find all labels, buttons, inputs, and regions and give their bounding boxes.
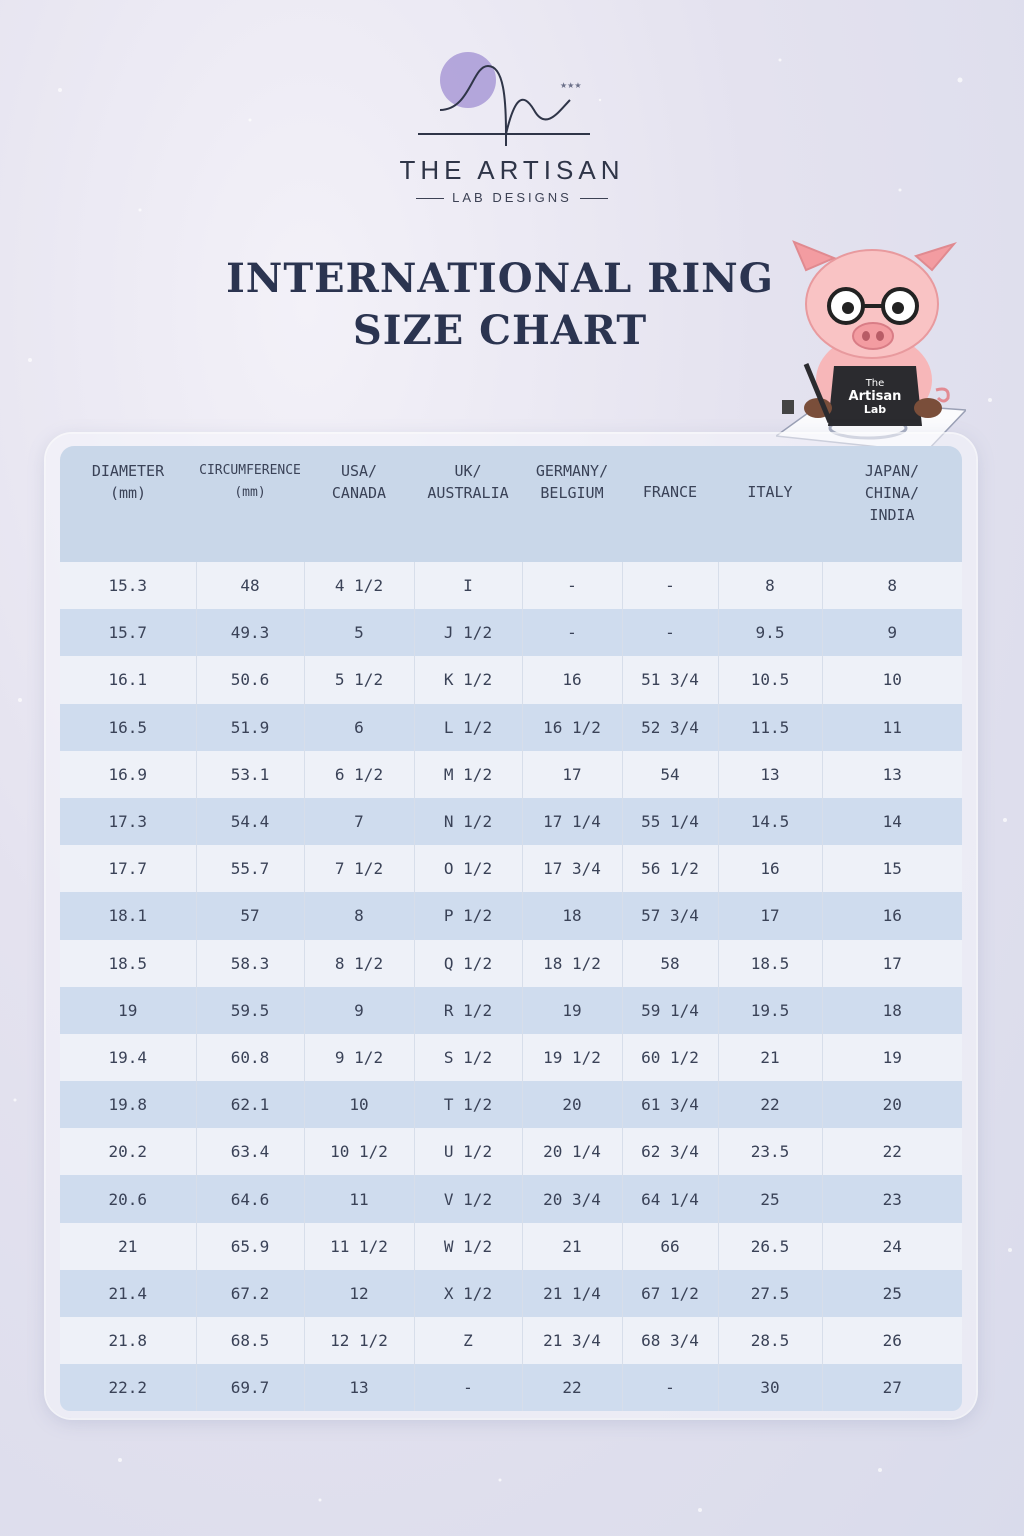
cell-diameter: 16.9 <box>60 751 196 798</box>
table-row <box>60 1223 962 1270</box>
svg-text:★★★: ★★★ <box>560 81 582 90</box>
apron-text-2: Artisan <box>848 389 902 404</box>
cell-germany-belgium: 21 <box>522 1223 622 1270</box>
cell-diameter: 19 <box>60 987 196 1034</box>
page-title-line1: INTERNATIONAL RING <box>226 255 774 302</box>
cell-france: 62 3/4 <box>622 1128 718 1175</box>
header-usa-canada: USA/ CANADA <box>304 446 414 562</box>
table-header-row <box>60 446 962 562</box>
cell-japan-china-india: 11 <box>822 704 962 751</box>
cell-france: 52 3/4 <box>622 704 718 751</box>
cell-france: 58 <box>622 940 718 987</box>
table-row <box>60 1034 962 1081</box>
cell-germany-belgium: - <box>522 609 622 656</box>
cell-germany-belgium: - <box>522 562 622 609</box>
table-row <box>60 798 962 845</box>
cell-circumference: 69.7 <box>196 1364 304 1411</box>
cell-france: - <box>622 1364 718 1411</box>
cell-japan-china-india: 16 <box>822 892 962 939</box>
cell-uk-australia: T 1/2 <box>414 1081 522 1128</box>
cell-uk-australia: U 1/2 <box>414 1128 522 1175</box>
cell-italy: 18.5 <box>718 940 822 987</box>
cell-japan-china-india: 14 <box>822 798 962 845</box>
cell-japan-china-india: 26 <box>822 1317 962 1364</box>
table-row <box>60 987 962 1034</box>
cell-france: 54 <box>622 751 718 798</box>
cell-diameter: 22.2 <box>60 1364 196 1411</box>
cell-circumference: 58.3 <box>196 940 304 987</box>
cell-usa-canada: 8 1/2 <box>304 940 414 987</box>
cell-circumference: 54.4 <box>196 798 304 845</box>
header-france: FRANCE <box>622 446 718 562</box>
table-row <box>60 1128 962 1175</box>
cell-uk-australia: X 1/2 <box>414 1270 522 1317</box>
cell-germany-belgium: 18 1/2 <box>522 940 622 987</box>
cell-circumference: 53.1 <box>196 751 304 798</box>
cell-diameter: 18.1 <box>60 892 196 939</box>
cell-usa-canada: 12 1/2 <box>304 1317 414 1364</box>
header-germany-belgium: GERMANY/ BELGIUM <box>522 446 622 562</box>
cell-uk-australia: J 1/2 <box>414 609 522 656</box>
cell-circumference: 63.4 <box>196 1128 304 1175</box>
cell-japan-china-india: 23 <box>822 1175 962 1222</box>
table-row <box>60 1270 962 1317</box>
table-row <box>60 940 962 987</box>
cell-japan-china-india: 8 <box>822 562 962 609</box>
cell-japan-china-india: 25 <box>822 1270 962 1317</box>
cell-italy: 27.5 <box>718 1270 822 1317</box>
cell-italy: 9.5 <box>718 609 822 656</box>
cell-usa-canada: 5 <box>304 609 414 656</box>
cell-diameter: 16.1 <box>60 656 196 703</box>
cell-usa-canada: 12 <box>304 1270 414 1317</box>
cell-italy: 13 <box>718 751 822 798</box>
cell-circumference: 65.9 <box>196 1223 304 1270</box>
cell-uk-australia: O 1/2 <box>414 845 522 892</box>
cell-uk-australia: W 1/2 <box>414 1223 522 1270</box>
cell-france: 66 <box>622 1223 718 1270</box>
cell-france: 56 1/2 <box>622 845 718 892</box>
cell-uk-australia: R 1/2 <box>414 987 522 1034</box>
cell-japan-china-india: 15 <box>822 845 962 892</box>
cell-circumference: 62.1 <box>196 1081 304 1128</box>
cell-usa-canada: 11 <box>304 1175 414 1222</box>
brand-subtitle: LAB DESIGNS <box>0 190 1024 205</box>
cell-france: 67 1/2 <box>622 1270 718 1317</box>
apron-text-3: Lab <box>863 403 887 416</box>
table-row <box>60 562 962 609</box>
cell-circumference: 49.3 <box>196 609 304 656</box>
pig-mascot-illustration <box>776 240 966 450</box>
cell-germany-belgium: 22 <box>522 1364 622 1411</box>
cell-usa-canada: 7 <box>304 798 414 845</box>
cell-italy: 11.5 <box>718 704 822 751</box>
cell-germany-belgium: 19 1/2 <box>522 1034 622 1081</box>
cell-diameter: 21 <box>60 1223 196 1270</box>
cell-uk-australia: P 1/2 <box>414 892 522 939</box>
cell-circumference: 67.2 <box>196 1270 304 1317</box>
cell-italy: 22 <box>718 1081 822 1128</box>
cell-uk-australia: S 1/2 <box>414 1034 522 1081</box>
cell-france: 57 3/4 <box>622 892 718 939</box>
cell-usa-canada: 8 <box>304 892 414 939</box>
cell-germany-belgium: 20 <box>522 1081 622 1128</box>
cell-italy: 30 <box>718 1364 822 1411</box>
cell-usa-canada: 9 1/2 <box>304 1034 414 1081</box>
cell-japan-china-india: 13 <box>822 751 962 798</box>
cell-france: 51 3/4 <box>622 656 718 703</box>
table-row <box>60 656 962 703</box>
cell-usa-canada: 6 1/2 <box>304 751 414 798</box>
header-italy: ITALY <box>718 446 822 562</box>
page-title-line2: SIZE CHART <box>352 307 648 354</box>
cell-france: 61 3/4 <box>622 1081 718 1128</box>
cell-germany-belgium: 19 <box>522 987 622 1034</box>
cell-italy: 17 <box>718 892 822 939</box>
cell-france: 59 1/4 <box>622 987 718 1034</box>
table-row <box>60 1175 962 1222</box>
cell-italy: 16 <box>718 845 822 892</box>
cell-uk-australia: M 1/2 <box>414 751 522 798</box>
cell-uk-australia: K 1/2 <box>414 656 522 703</box>
cell-circumference: 68.5 <box>196 1317 304 1364</box>
brand-name: THE ARTISAN <box>399 155 625 185</box>
cell-germany-belgium: 21 3/4 <box>522 1317 622 1364</box>
cell-italy: 23.5 <box>718 1128 822 1175</box>
cell-france: - <box>622 609 718 656</box>
cell-diameter: 19.4 <box>60 1034 196 1081</box>
table-row <box>60 1364 962 1411</box>
apron-text-1: The <box>865 378 885 389</box>
cell-germany-belgium: 20 3/4 <box>522 1175 622 1222</box>
cell-germany-belgium: 18 <box>522 892 622 939</box>
cell-diameter: 21.8 <box>60 1317 196 1364</box>
cell-circumference: 55.7 <box>196 845 304 892</box>
cell-germany-belgium: 17 1/4 <box>522 798 622 845</box>
table-row <box>60 1081 962 1128</box>
cell-japan-china-india: 17 <box>822 940 962 987</box>
cell-japan-china-india: 19 <box>822 1034 962 1081</box>
cell-usa-canada: 10 <box>304 1081 414 1128</box>
cell-uk-australia: N 1/2 <box>414 798 522 845</box>
cell-uk-australia: Q 1/2 <box>414 940 522 987</box>
cell-germany-belgium: 16 1/2 <box>522 704 622 751</box>
cell-uk-australia: L 1/2 <box>414 704 522 751</box>
cell-diameter: 17.3 <box>60 798 196 845</box>
cell-usa-canada: 7 1/2 <box>304 845 414 892</box>
table-row <box>60 892 962 939</box>
cell-diameter: 15.3 <box>60 562 196 609</box>
cell-japan-china-india: 9 <box>822 609 962 656</box>
header-uk-australia: UK/ AUSTRALIA <box>414 446 522 562</box>
header-japan-china-india: JAPAN/ CHINA/ INDIA <box>822 446 962 562</box>
cell-circumference: 57 <box>196 892 304 939</box>
cell-diameter: 20.6 <box>60 1175 196 1222</box>
cell-usa-canada: 10 1/2 <box>304 1128 414 1175</box>
cell-usa-canada: 11 1/2 <box>304 1223 414 1270</box>
cell-uk-australia: - <box>414 1364 522 1411</box>
cell-japan-china-india: 27 <box>822 1364 962 1411</box>
cell-circumference: 51.9 <box>196 704 304 751</box>
cell-japan-china-india: 22 <box>822 1128 962 1175</box>
cell-usa-canada: 5 1/2 <box>304 656 414 703</box>
cell-japan-china-india: 10 <box>822 656 962 703</box>
cell-france: 64 1/4 <box>622 1175 718 1222</box>
cell-germany-belgium: 21 1/4 <box>522 1270 622 1317</box>
cell-italy: 8 <box>718 562 822 609</box>
table-row <box>60 751 962 798</box>
header-circumference: CIRCUMFERENCE (mm) <box>196 446 304 562</box>
table-row <box>60 609 962 656</box>
cell-diameter: 21.4 <box>60 1270 196 1317</box>
cell-italy: 14.5 <box>718 798 822 845</box>
cell-germany-belgium: 16 <box>522 656 622 703</box>
cell-germany-belgium: 20 1/4 <box>522 1128 622 1175</box>
cell-circumference: 48 <box>196 562 304 609</box>
cell-circumference: 59.5 <box>196 987 304 1034</box>
cell-italy: 10.5 <box>718 656 822 703</box>
cell-circumference: 50.6 <box>196 656 304 703</box>
cell-usa-canada: 13 <box>304 1364 414 1411</box>
cell-circumference: 60.8 <box>196 1034 304 1081</box>
cell-uk-australia: V 1/2 <box>414 1175 522 1222</box>
cell-japan-china-india: 24 <box>822 1223 962 1270</box>
cell-germany-belgium: 17 <box>522 751 622 798</box>
cell-diameter: 20.2 <box>60 1128 196 1175</box>
cell-usa-canada: 6 <box>304 704 414 751</box>
cell-france: - <box>622 562 718 609</box>
wave-logo-icon <box>410 50 600 150</box>
table-row <box>60 845 962 892</box>
cell-italy: 28.5 <box>718 1317 822 1364</box>
cell-italy: 25 <box>718 1175 822 1222</box>
cell-japan-china-india: 18 <box>822 987 962 1034</box>
cell-italy: 26.5 <box>718 1223 822 1270</box>
cell-circumference: 64.6 <box>196 1175 304 1222</box>
table-row <box>60 1317 962 1364</box>
cell-france: 68 3/4 <box>622 1317 718 1364</box>
cell-uk-australia: Z <box>414 1317 522 1364</box>
cell-italy: 21 <box>718 1034 822 1081</box>
cell-diameter: 19.8 <box>60 1081 196 1128</box>
cell-germany-belgium: 17 3/4 <box>522 845 622 892</box>
cell-france: 55 1/4 <box>622 798 718 845</box>
cell-diameter: 18.5 <box>60 940 196 987</box>
cell-japan-china-india: 20 <box>822 1081 962 1128</box>
cell-diameter: 16.5 <box>60 704 196 751</box>
cell-uk-australia: I <box>414 562 522 609</box>
cell-italy: 19.5 <box>718 987 822 1034</box>
cell-usa-canada: 4 1/2 <box>304 562 414 609</box>
table-row <box>60 704 962 751</box>
header-diameter: DIAMETER (mm) <box>60 446 196 562</box>
ring-size-table <box>60 446 962 1411</box>
cell-diameter: 17.7 <box>60 845 196 892</box>
cell-diameter: 15.7 <box>60 609 196 656</box>
cell-france: 60 1/2 <box>622 1034 718 1081</box>
cell-usa-canada: 9 <box>304 987 414 1034</box>
